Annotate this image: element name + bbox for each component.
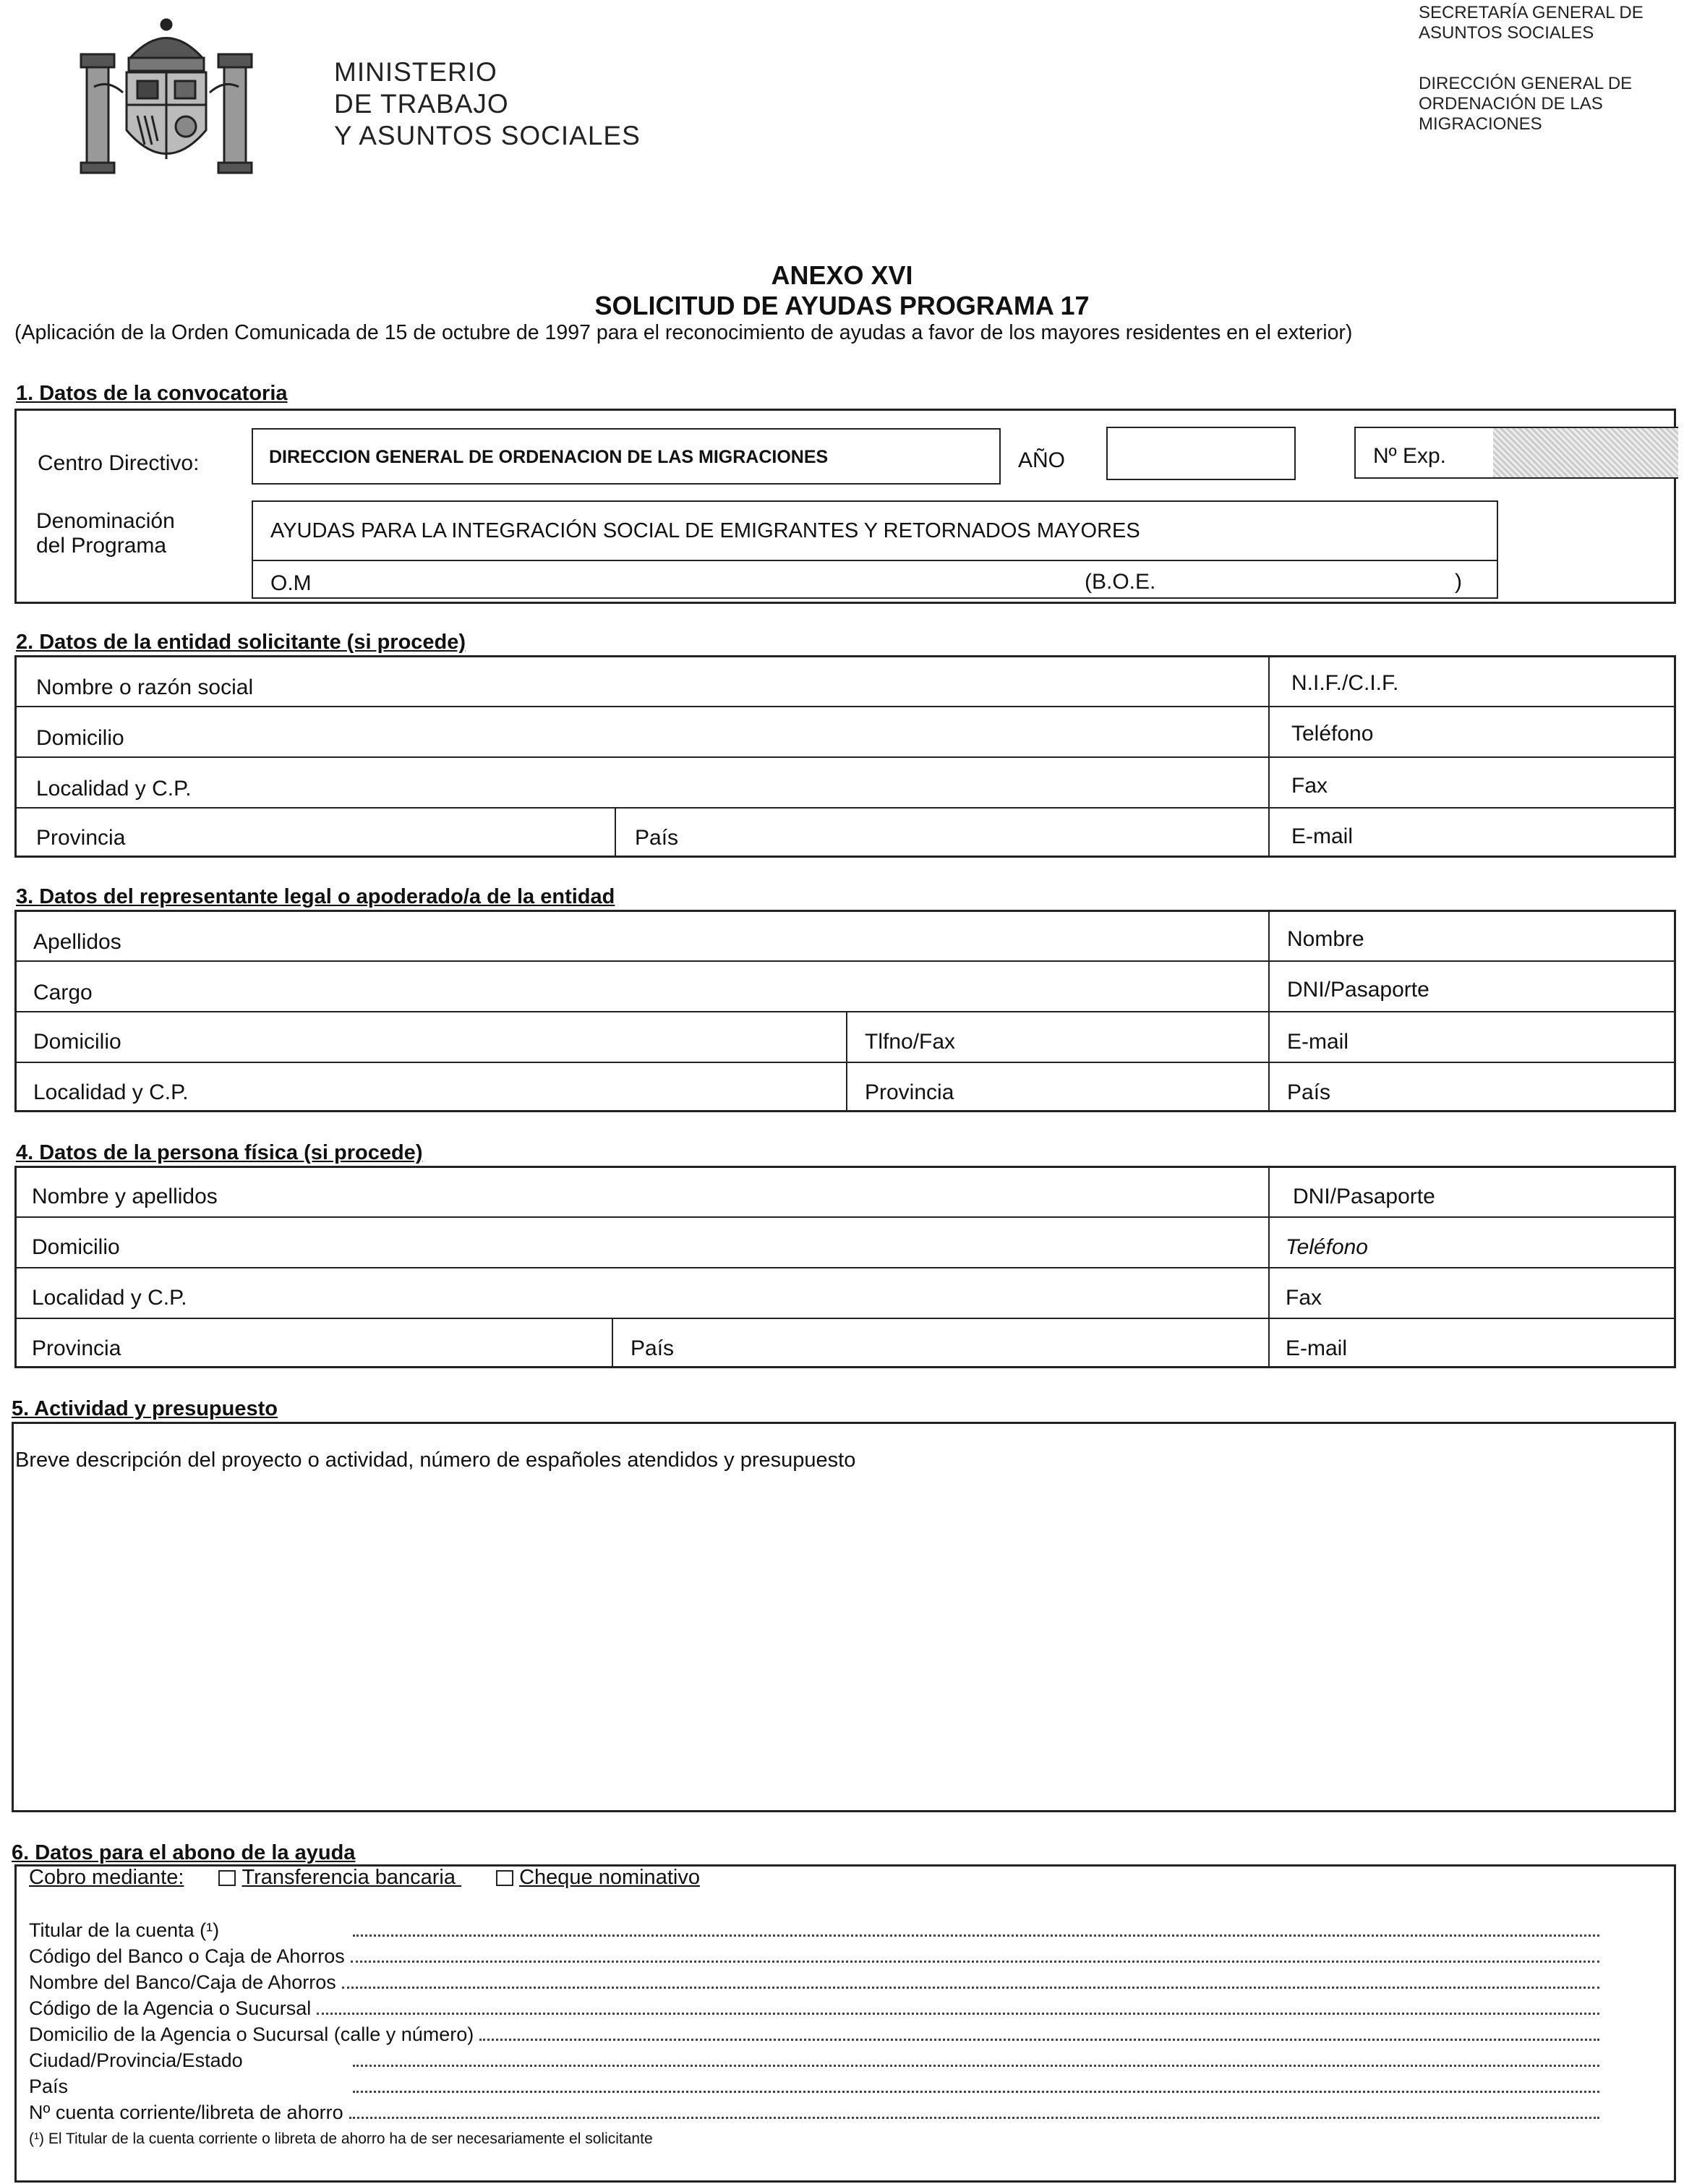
activity-description-label: Breve descripción del proyecto o actividad, número de españoles atendidos y presupuesto [15,1449,856,1472]
s4-pais-field[interactable]: País [631,1336,675,1360]
footnote: (¹) El Titular de la cuenta corriente o libreta de ahorro ha de ser necesariamente el solicitante [29,2130,653,2147]
s2-nif-field[interactable]: N.I.F./C.I.F. [1291,671,1399,695]
cheque-label: Cheque nominativo [519,1866,700,1889]
denominacion-label-1: Denominación [36,509,175,533]
agency-secretaria [1419,3,1644,43]
nombre-banco-line[interactable] [29,1971,1605,1994]
form-title [0,260,1684,321]
s2-row-divider-3 [14,807,1676,809]
agency-2-line-2: ORDENACIÓN DE LAS [1419,94,1603,114]
cheque-checkbox[interactable] [496,1870,513,1886]
centro-directivo-value: DIRECCION GENERAL DE ORDENACION DE LAS MIGRACIONES [269,447,829,467]
s2-fax-field[interactable]: Fax [1291,774,1328,798]
s3-dni-field[interactable]: DNI/Pasaporte [1287,978,1429,1002]
cobro-label: Cobro mediante: [29,1866,184,1889]
ministry-line-1: MINISTERIO [334,57,497,87]
exp-label: Nº Exp. [1373,444,1446,468]
s3-apellidos-field[interactable]: Apellidos [33,930,121,954]
centro-directivo-label: Centro Directivo: [38,451,200,475]
transfer-label: Transferencia bancaria [242,1866,456,1889]
s3-row-divider-2 [14,1011,1676,1012]
titular-line[interactable] [29,1919,1605,1942]
s2-row-divider-1 [14,706,1676,707]
section-1-heading: 1. Datos de la convocatoria [16,382,288,405]
titular-label: Titular de la cuenta (¹) [29,1919,220,1941]
cuenta-dots [349,2117,1599,2119]
cobro-row [29,1866,700,1890]
s4-dni-field[interactable]: DNI/Pasaporte [1293,1185,1435,1208]
ano-field[interactable] [1106,427,1296,480]
title-line-1: ANEXO XVI [771,260,913,290]
s4-row-divider-3 [14,1318,1676,1319]
denominacion-label-2: del Programa [36,534,167,558]
codigo-agencia-dots [317,2013,1599,2015]
domicilio-agencia-dots [479,2039,1599,2041]
nombre-banco-label: Nombre del Banco/Caja de Ahorros [29,1971,336,1993]
exp-shaded-cell [1493,428,1678,477]
form-subtitle: (Aplicación de la Orden Comunicada de 15 de octubre de 1997 para el reconocimiento de ayudas a favor de los mayores residentes en el exterior) [14,321,1353,344]
agency-direccion [1419,74,1632,135]
s4-localidad-field[interactable]: Localidad y C.P. [32,1286,187,1310]
s2-col-divider-right [1268,655,1270,858]
activity-textarea[interactable] [12,1422,1676,1812]
s4-telefono-field[interactable]: Teléfono [1286,1235,1368,1259]
s4-nombre-field[interactable]: Nombre y apellidos [32,1185,218,1208]
om-label: O.M [270,571,312,595]
s3-col-divider-mid [846,1011,847,1112]
s3-row-divider-3 [14,1062,1676,1063]
cuenta-label: Nº cuenta corriente/libreta de ahorro [29,2102,343,2123]
s4-fax-field[interactable]: Fax [1286,1286,1322,1310]
codigo-banco-dots [351,1961,1599,1963]
agency-2-line-1: DIRECCIÓN GENERAL DE [1419,74,1633,93]
domicilio-agencia-label: Domicilio de la Agencia o Sucursal (calle y número) [29,2023,474,2045]
programa-value: AYUDAS PARA LA INTEGRACIÓN SOCIAL DE EMIGRANTES Y RETORNADOS MAYORES [270,519,1140,542]
ministry-line-2: DE TRABAJO [334,89,509,119]
s3-row-divider-1 [14,960,1676,962]
s2-domicilio-field[interactable]: Domicilio [36,726,124,750]
nombre-banco-dots [342,1987,1599,1989]
ministry-name [334,56,641,152]
section-4-heading: 4. Datos de la persona física (si procede) [16,1141,423,1164]
codigo-agencia-line[interactable] [29,1997,1605,2020]
section-2-heading: 2. Datos de la entidad solicitante (si procede) [16,631,466,654]
pais-label: País [29,2076,69,2097]
codigo-agencia-label: Código de la Agencia o Sucursal [29,1997,312,2019]
pais-dots [353,2091,1599,2093]
s4-provincia-field[interactable]: Provincia [32,1336,121,1360]
s3-pais-field[interactable]: País [1287,1080,1331,1104]
agency-1-line-1: SECRETARÍA GENERAL DE [1419,3,1644,22]
s2-telefono-field[interactable]: Teléfono [1291,722,1374,746]
ano-label: AÑO [1018,448,1066,472]
programa-divider [253,560,1497,561]
section-3-heading: 3. Datos del representante legal o apoderado/a de la entidad [16,885,615,908]
s2-email-field[interactable]: E-mail [1291,824,1354,848]
exp-field[interactable] [1354,427,1678,479]
s3-domicilio-field[interactable]: Domicilio [33,1030,121,1054]
s4-email-field[interactable]: E-mail [1286,1336,1348,1360]
transfer-option[interactable] [218,1866,461,1889]
ciudad-label: Ciudad/Provincia/Estado [29,2049,243,2071]
title-line-2: SOLICITUD DE AYUDAS PROGRAMA 17 [594,291,1090,320]
programa-field[interactable] [252,500,1498,599]
s2-row-divider-2 [14,756,1676,758]
titular-dots [353,1935,1599,1937]
cheque-option[interactable] [496,1866,700,1889]
boe-close: ) [1455,570,1462,594]
s4-row-divider-1 [14,1216,1676,1218]
s3-provincia-field[interactable]: Provincia [865,1080,954,1104]
s2-provincia-field[interactable]: Provincia [36,826,126,850]
coat-of-arms-logo [72,14,260,181]
s2-col-divider-mid [615,807,616,858]
s3-localidad-field[interactable]: Localidad y C.P. [33,1080,189,1104]
codigo-banco-label: Código del Banco o Caja de Ahorros [29,1945,345,1967]
ministry-line-3: Y ASUNTOS SOCIALES [334,121,641,150]
s3-email-field[interactable]: E-mail [1287,1030,1349,1054]
s4-row-divider-2 [14,1267,1676,1268]
domicilio-agencia-line[interactable] [29,2023,1605,2046]
s2-localidad-field[interactable]: Localidad y C.P. [36,777,192,801]
s3-col-divider-right [1268,910,1270,1112]
s3-cargo-field[interactable]: Cargo [33,981,93,1004]
section-6-heading: 6. Datos para el abono de la ayuda [12,1841,356,1864]
s2-pais-field[interactable]: País [635,826,679,850]
agency-2-line-3: MIGRACIONES [1419,114,1542,134]
transfer-checkbox[interactable] [218,1870,236,1886]
pais-line[interactable] [29,2076,1605,2098]
cuenta-line[interactable] [29,2102,1605,2124]
s3-tlfno-field[interactable]: Tlfno/Fax [865,1030,956,1054]
ciudad-line[interactable] [29,2049,1605,2072]
s4-col-divider-mid [612,1318,613,1368]
s4-domicilio-field[interactable]: Domicilio [32,1235,120,1259]
s4-col-divider-right [1268,1166,1270,1368]
boe-label: (B.O.E. [1085,570,1156,594]
section-5-heading: 5. Actividad y presupuesto [12,1397,278,1420]
codigo-banco-line[interactable] [29,1945,1605,1968]
s2-nombre-field[interactable]: Nombre o razón social [36,675,254,699]
agency-1-line-2: ASUNTOS SOCIALES [1419,23,1594,43]
s3-nombre-field[interactable]: Nombre [1287,927,1364,951]
ciudad-dots [353,2065,1599,2067]
centro-directivo-field[interactable] [252,428,1001,485]
